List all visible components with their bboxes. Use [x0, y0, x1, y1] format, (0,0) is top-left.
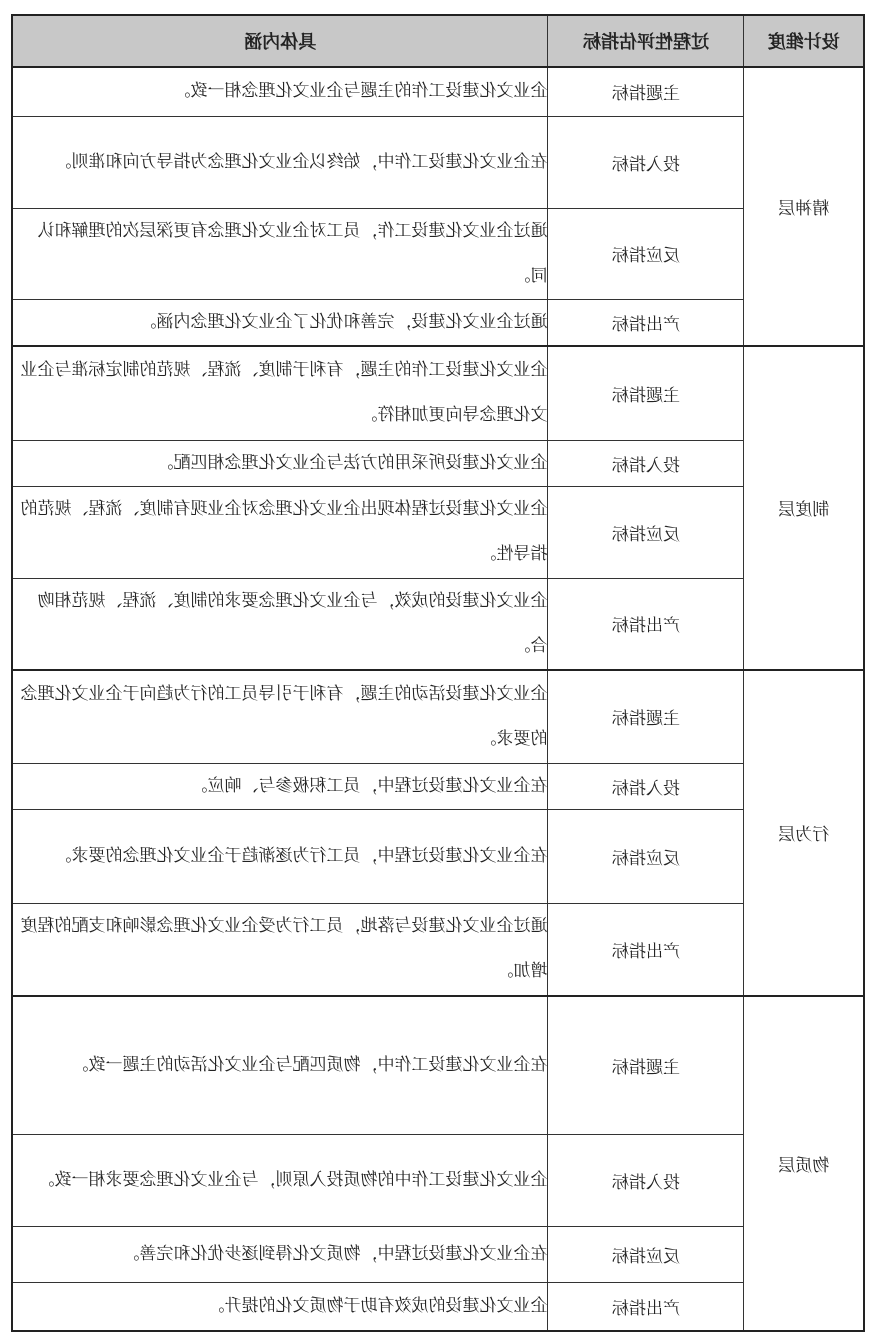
table-row: [12, 67, 864, 116]
indicator-cell: 主题指标: [548, 67, 744, 116]
content-cell: 通过企业文化建设与落地，员工行为受企业文化理念影响和支配的程度增加。: [12, 904, 548, 996]
table-row: [12, 670, 864, 764]
table-row: [12, 440, 864, 486]
content-cell: 通过企业文化建设，完善和优化了企业文化理念内涵。: [12, 299, 548, 346]
layer-cell: 精神层: [744, 67, 864, 346]
content-cell: 企业文化建设的成效，与企业文化理念要求的制度、流程、规范相吻合。: [12, 578, 548, 670]
indicator-cell: 投入指标: [548, 116, 744, 208]
indicator-cell: 主题指标: [548, 996, 744, 1135]
table-row: [12, 486, 864, 578]
table-row: [12, 578, 864, 670]
table-row: [12, 1135, 864, 1227]
table-row: [12, 1227, 864, 1283]
content-cell: 企业文化建设工作中的物质投入原则，与企业文化理念要求相一致。: [12, 1135, 548, 1227]
table-row: [12, 299, 864, 346]
content-cell: 企业文化建设工作的主题，有利于制度、流程、规范的制定标准与企业文化理念导向更加相符。: [12, 346, 548, 440]
table-row: [12, 764, 864, 810]
content-cell: 企业文化建设所采用的方法与企业文化理念相匹配。: [12, 440, 548, 486]
table-body: [12, 67, 864, 1331]
table-row: [12, 208, 864, 299]
indicator-cell: 投入指标: [548, 764, 744, 810]
indicator-cell: 投入指标: [548, 440, 744, 486]
content-cell: 在企业文化建设工作中，始终以企业文化理念为指导方向和准则。: [12, 116, 548, 208]
content-cell: 在企业文化建设过程中，员工积极参与、响应。: [12, 764, 548, 810]
header-content: 具体内涵: [12, 15, 548, 67]
indicator-cell: 主题指标: [548, 346, 744, 440]
table-row: [12, 116, 864, 208]
content-cell: 企业文化建设过程体现出企业文化理念对企业现有制度、流程、规范的指导性。: [12, 486, 548, 578]
indicator-cell: 产出指标: [548, 299, 744, 346]
indicator-cell: 产出指标: [548, 1283, 744, 1331]
indicator-cell: 产出指标: [548, 578, 744, 670]
indicator-cell: 反应指标: [548, 1227, 744, 1283]
content-cell: 通过企业文化建设工作，员工对企业文化理念有更深层次的理解和认同。: [12, 208, 548, 299]
header-dimension: 设计维度: [744, 15, 864, 67]
layer-cell: 行为层: [744, 670, 864, 996]
content-cell: 在企业文化建设过程中，物质文化得到逐步优化和完善。: [12, 1227, 548, 1283]
header-row: [12, 15, 864, 67]
content-cell: 在企业文化建设工作中，物质匹配与企业文化活动的主题一致。: [12, 996, 548, 1135]
table-row: [12, 1283, 864, 1331]
content-cell: 企业文化建设工作的主题与企业文化理念相一致。: [12, 67, 548, 116]
table-row: [12, 996, 864, 1135]
indicator-cell: 反应指标: [548, 486, 744, 578]
table-row: [12, 904, 864, 996]
evaluation-table: [11, 14, 865, 1332]
table-header: [12, 15, 864, 67]
indicator-cell: 产出指标: [548, 904, 744, 996]
content-cell: 在企业文化建设过程中，员工行为逐渐趋于企业文化理念的要求。: [12, 810, 548, 904]
indicator-cell: 反应指标: [548, 208, 744, 299]
indicator-cell: 主题指标: [548, 670, 744, 764]
table-row: [12, 810, 864, 904]
table-row: [12, 346, 864, 440]
layer-cell: 物质层: [744, 996, 864, 1331]
layer-cell: 制度层: [744, 346, 864, 670]
header-indicator: 过程性评估指标: [548, 15, 744, 67]
indicator-cell: 反应指标: [548, 810, 744, 904]
content-cell: 企业文化建设活动的主题，有利于引导员工的行为趋向于企业文化理念的要求。: [12, 670, 548, 764]
indicator-cell: 投入指标: [548, 1135, 744, 1227]
content-cell: 企业文化建设的成效有助于物质文化的提升。: [12, 1283, 548, 1331]
